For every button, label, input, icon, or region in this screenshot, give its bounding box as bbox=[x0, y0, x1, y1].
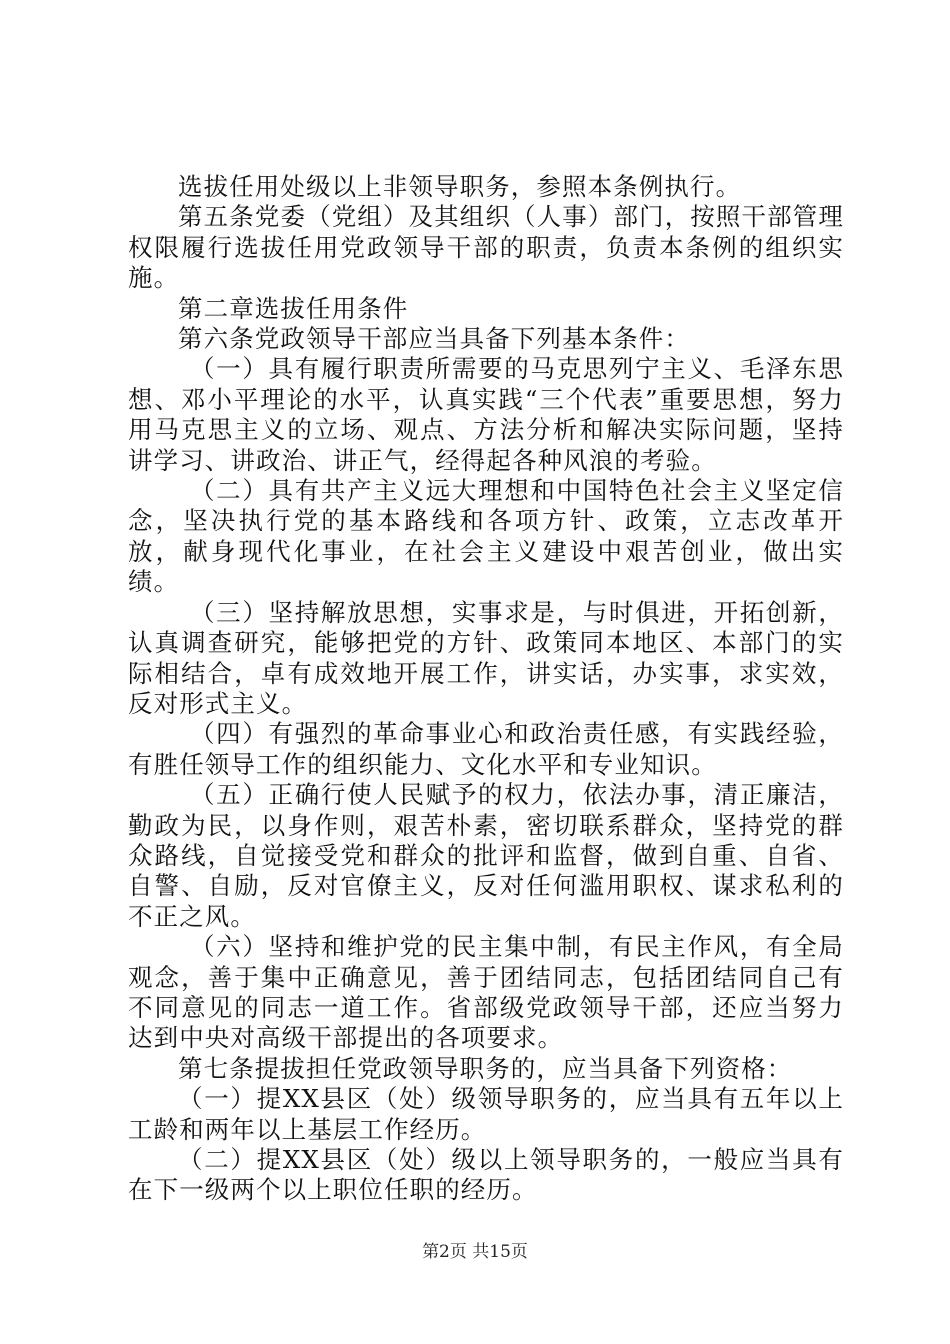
chapter-2-heading: 第二章选拔任用条件 bbox=[178, 293, 409, 323]
paragraph-item-2: （二）具有共产主义远大理想和中国特色社会主义坚定信念，坚决执行党的基本路线和各项方针、政策，立志改革开放，献身现代化事业，在社会主义建设中艰苦创业，做出实绩。 bbox=[128, 476, 844, 597]
paragraph-item-4: （四）有强烈的革命事业心和政治责任感，有实践经验，有胜任领导工作的组织能力、文化水平和专业知识。 bbox=[128, 719, 844, 779]
paragraph-nonleadership-positions: 选拔任用处级以上非领导职务，参照本条例执行。 bbox=[178, 172, 742, 201]
paragraph-item-6: （六）坚持和维护党的民主集中制，有民主作风，有全局观念，善于集中正确意见，善于团结同志，包括团结同自己有不同意见的同志一道工作。省部级党政领导干部，还应当努力达到中央对高级干部提出的各项要求。 bbox=[128, 932, 844, 1053]
paragraph-item-5: （五）正确行使人民赋予的权力，依法办事，清正廉洁，勤政为民，以身作则，艰苦朴素，密切联系群众，坚持党的群众路线，自觉接受党和群众的批评和监督，做到自重、自省、自警、自励，反对官僚主义，反对任何滥用职权、谋求私利的不正之风。 bbox=[128, 780, 844, 931]
paragraph-article-7-item-1: （一）提XX县区（处）级领导职务的，应当具有五年以上工龄和两年以上基层工作经历。 bbox=[128, 1084, 844, 1144]
paragraph-article-7: 第七条提拔担任党政领导职务的，应当具备下列资格： bbox=[178, 1053, 793, 1083]
paragraph-article-5: 第五条党委（党组）及其组织（人事）部门，按照干部管理权限履行选拔任用党政领导干部的职责，负责本条例的组织实施。 bbox=[128, 202, 844, 293]
paragraph-item-1: （一）具有履行职责所需要的马克思列宁主义、毛泽东思想、邓小平理论的水平，认真实践“三个代表”重要思想，努力用马克思主义的立场、观点、方法分析和解决实际问题，坚持讲学习、讲政治、讲正气，经得起各种风浪的考验。 bbox=[128, 354, 844, 475]
paragraph-item-3: （三）坚持解放思想，实事求是，与时俱进，开拓创新，认真调查研究，能够把党的方针、政策同本地区、本部门的实际相结合，卓有成效地开展工作，讲实话，办实事，求实效，反对形式主义。 bbox=[128, 597, 844, 718]
paragraph-article-7-item-2: （二）提XX县区（处）级以上领导职务的，一般应当具有在下一级两个以上职位任职的经历。 bbox=[128, 1145, 844, 1205]
paragraph-article-6: 第六条党政领导干部应当具备下列基本条件： bbox=[178, 324, 690, 354]
page-number-footer: 第2页 共15页 bbox=[422, 1242, 528, 1262]
document-body bbox=[128, 172, 844, 1206]
